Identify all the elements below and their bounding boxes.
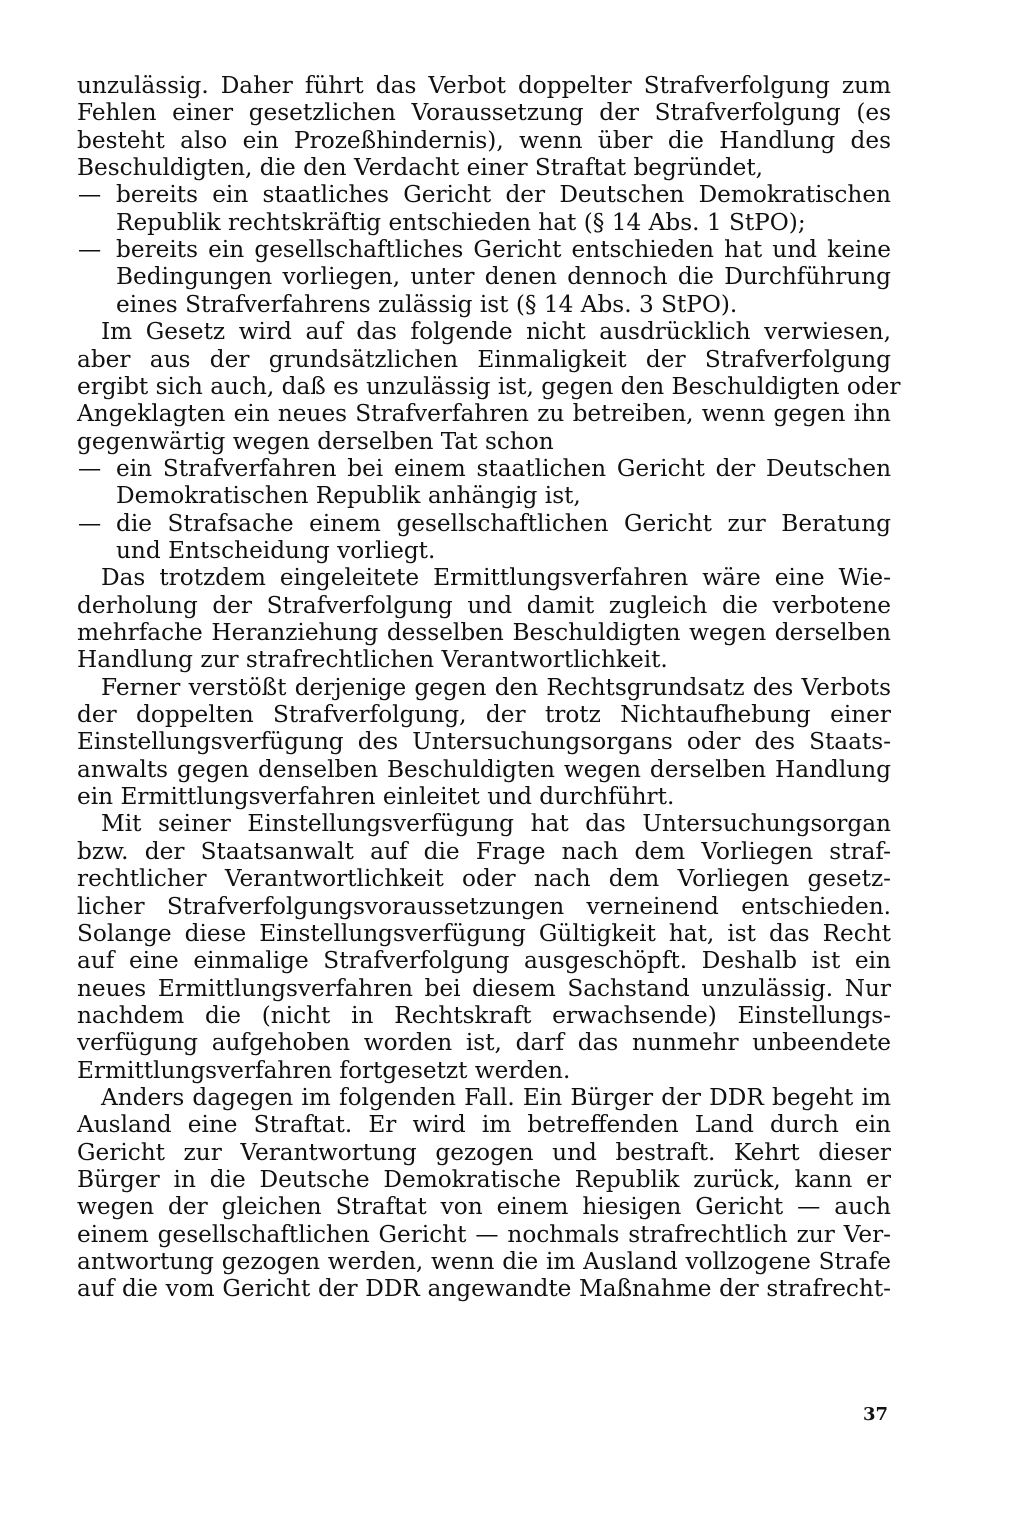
- text-line: Bürger in die Deutsche Demokratische Republik zurück, kann er: [77, 1166, 891, 1193]
- text-line: der doppelten Strafverfolgung, der trotz Nichtaufhebung einer: [77, 701, 891, 728]
- text-line: verfügung aufgehoben worden ist, darf das nunmehr unbeendete: [77, 1029, 891, 1056]
- text-line: Beschuldigten, die den Verdacht einer Straftat begründet,: [77, 154, 764, 181]
- text-line: ein Strafverfahren bei einem staatlichen Gericht der Deutschen: [116, 455, 891, 482]
- text-line: licher Strafverfolgungsvoraussetzungen verneinend entschieden.: [77, 893, 891, 920]
- text-line: Fehlen einer gesetzlichen Voraussetzung der Strafverfolgung (es: [77, 99, 891, 126]
- text-line: unzulässig. Daher führt das Verbot doppelter Strafverfolgung zum: [77, 72, 891, 99]
- text-line: Solange diese Einstellungsverfügung Gültigkeit hat, ist das Recht: [77, 920, 891, 947]
- text-line: Ermittlungsverfahren fortgesetzt werden.: [77, 1057, 571, 1084]
- text-line: aber aus der grundsätzlichen Einmaligkeit der Strafverfolgung: [77, 346, 891, 373]
- text-line: wegen der gleichen Straftat von einem hiesigen Gericht — auch: [77, 1193, 891, 1220]
- text-line: und Entscheidung vorliegt.: [116, 537, 436, 564]
- text-line: Angeklagten ein neues Strafverfahren zu betreiben, wenn gegen ihn: [77, 400, 891, 427]
- text-line: einem gesellschaftlichen Gericht — nochmals strafrechtlich zur Ver-: [77, 1221, 891, 1248]
- text-line: bereits ein staatliches Gericht der Deutschen Demokratischen: [116, 181, 891, 208]
- text-line: bzw. der Staatsanwalt auf die Frage nach dem Vorliegen straf-: [77, 838, 891, 865]
- list-dash: —: [78, 181, 102, 208]
- text-line: Mit seiner Einstellungsverfügung hat das Untersuchungsorgan: [101, 810, 891, 837]
- page-number: 37: [862, 1404, 888, 1425]
- text-line: Republik rechtskräftig entschieden hat (§ 14 Abs. 1 StPO);: [116, 209, 806, 236]
- text-line: Anders dagegen im folgenden Fall. Ein Bürger der DDR begeht im: [101, 1084, 891, 1111]
- text-line: antwortung gezogen werden, wenn die im Ausland vollzogene Strafe: [77, 1248, 891, 1275]
- text-line: ergibt sich auch, daß es unzulässig ist, gegen den Beschuldigten oder: [77, 373, 901, 400]
- text-line: eines Strafverfahrens zulässig ist (§ 14 Abs. 3 StPO).: [116, 291, 738, 318]
- text-line: besteht also ein Prozeßhindernis), wenn über die Handlung des: [77, 127, 891, 154]
- text-line: nachdem die (nicht in Rechtskraft erwachsende) Einstellungs-: [77, 1002, 891, 1029]
- text-line: Einstellungsverfügung des Untersuchungsorgans oder des Staats-: [77, 728, 891, 755]
- text-line: Ferner verstößt derjenige gegen den Rechtsgrundsatz des Verbots: [101, 674, 891, 701]
- text-line: ein Ermittlungsverfahren einleitet und durchführt.: [77, 783, 675, 810]
- text-line: neues Ermittlungsverfahren bei diesem Sachstand unzulässig. Nur: [77, 975, 891, 1002]
- text-line: rechtlicher Verantwortlichkeit oder nach dem Vorliegen gesetz-: [77, 865, 891, 892]
- text-line: Bedingungen vorliegen, unter denen dennoch die Durchführung: [116, 263, 891, 290]
- text-line: Gericht zur Verantwortung gezogen und bestraft. Kehrt dieser: [77, 1139, 891, 1166]
- text-line: auf die vom Gericht der DDR angewandte Maßnahme der strafrecht-: [77, 1275, 891, 1302]
- text-line: derholung der Strafverfolgung und damit zugleich die verbotene: [77, 592, 891, 619]
- text-line: anwalts gegen denselben Beschuldigten wegen derselben Handlung: [77, 756, 891, 783]
- text-line: Das trotzdem eingeleitete Ermittlungsverfahren wäre eine Wie-: [101, 564, 891, 591]
- text-line: auf eine einmalige Strafverfolgung ausgeschöpft. Deshalb ist ein: [77, 947, 891, 974]
- text-line: Ausland eine Straftat. Er wird im betreffenden Land durch ein: [77, 1111, 891, 1138]
- text-line: die Strafsache einem gesellschaftlichen Gericht zur Beratung: [116, 510, 891, 537]
- text-line: mehrfache Heranziehung desselben Beschuldigten wegen derselben: [77, 619, 891, 646]
- text-line: Im Gesetz wird auf das folgende nicht ausdrücklich verwiesen,: [101, 318, 891, 345]
- list-dash: —: [78, 510, 102, 537]
- list-dash: —: [78, 236, 102, 263]
- text-line: Demokratischen Republik anhängig ist,: [116, 482, 581, 509]
- list-dash: —: [78, 455, 102, 482]
- text-line: Handlung zur strafrechtlichen Verantwortlichkeit.: [77, 646, 668, 673]
- text-line: gegenwärtig wegen derselben Tat schon: [77, 428, 554, 455]
- text-line: bereits ein gesellschaftliches Gericht entschieden hat und keine: [116, 236, 891, 263]
